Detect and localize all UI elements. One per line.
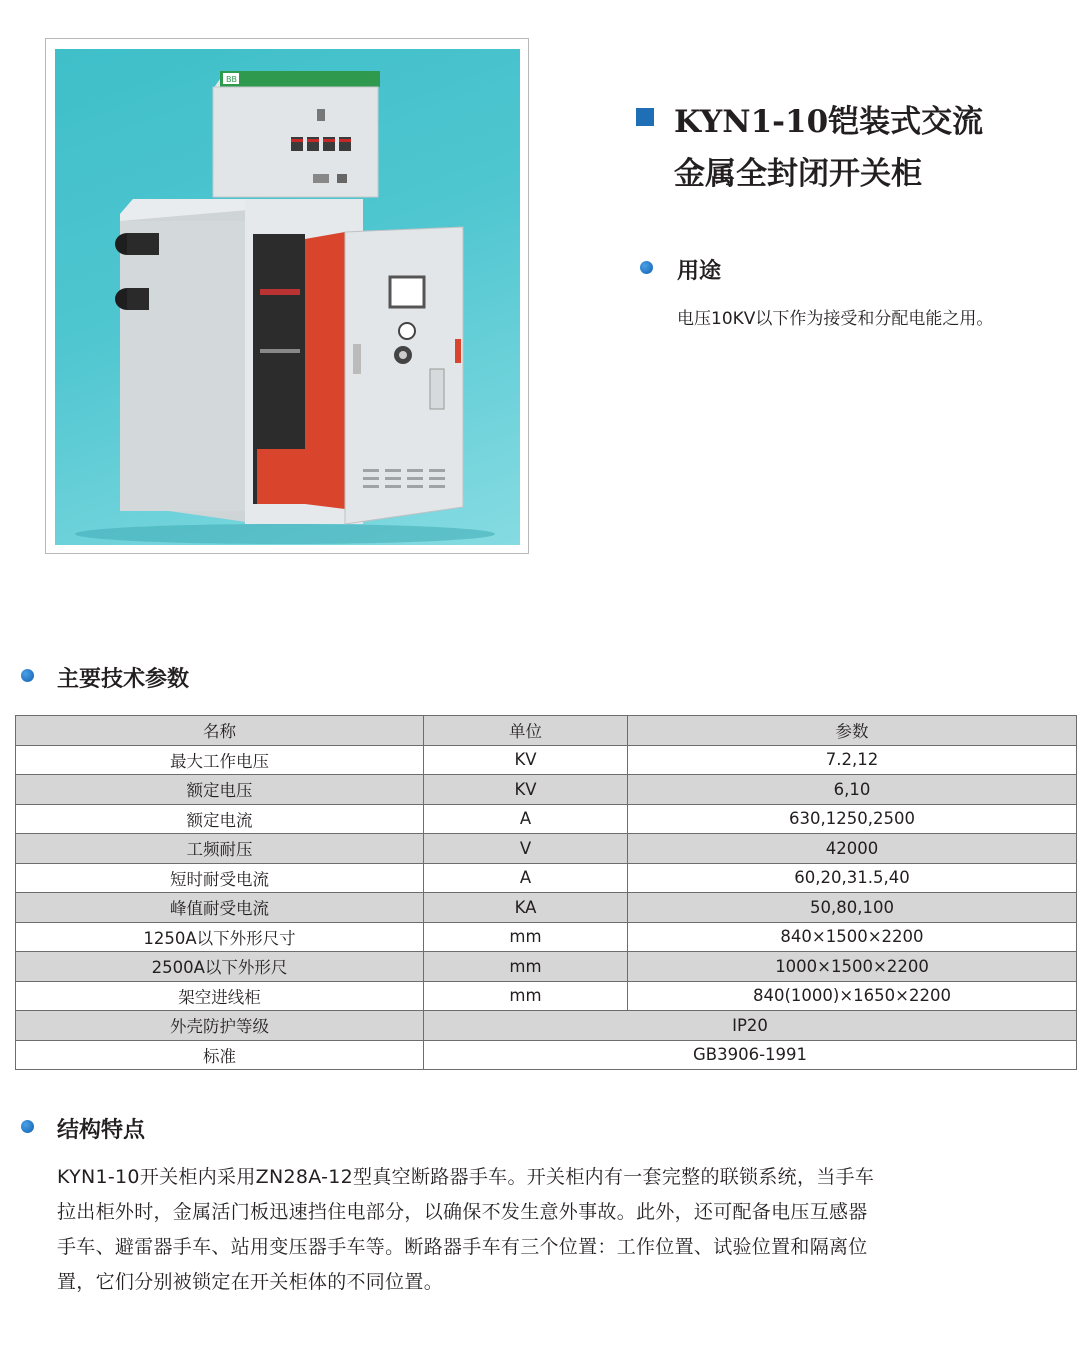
table-row: [16, 834, 1077, 864]
row-name: 外壳防护等级: [16, 1011, 424, 1041]
row-value: 6,10: [628, 775, 1077, 805]
row-value: 50,80,100: [628, 893, 1077, 923]
usage-text: 电压10KV以下作为接受和分配电能之用。: [677, 309, 994, 329]
row-value: 7.2,12: [628, 745, 1077, 775]
row-value: 630,1250,2500: [628, 804, 1077, 834]
row-unit: KV: [424, 745, 628, 775]
structure-heading: 结构特点: [57, 1118, 146, 1143]
row-unit: mm: [424, 952, 628, 982]
row-value: 840(1000)×1650×2200: [628, 981, 1077, 1011]
title-line-2: 金属全封闭开关柜: [674, 156, 922, 192]
row-unit: V: [424, 834, 628, 864]
row-name: 额定电流: [16, 804, 424, 834]
header-unit: 单位: [424, 716, 628, 746]
row-name: 2500A以下外形尺: [16, 952, 424, 982]
table-row: [16, 922, 1077, 952]
title-square-icon: [636, 108, 654, 126]
row-value: 1000×1500×2200: [628, 952, 1077, 982]
row-name: 架空进线柜: [16, 981, 424, 1011]
row-name: 1250A以下外形尺寸: [16, 922, 424, 952]
usage-heading: 用途: [677, 259, 722, 284]
row-value: 840×1500×2200: [628, 922, 1077, 952]
brand-badge: BB: [226, 75, 237, 84]
row-value: GB3906-1991: [424, 1040, 1077, 1070]
structure-bullet-icon: [21, 1120, 34, 1133]
row-name: 工频耐压: [16, 834, 424, 864]
accent-bar: [220, 71, 380, 87]
row-value: 60,20,31.5,40: [628, 863, 1077, 893]
table-row: [16, 952, 1077, 982]
header-value: 参数: [628, 716, 1077, 746]
table-row: [16, 863, 1077, 893]
row-name: 峰值耐受电流: [16, 893, 424, 923]
table-header-row: [16, 716, 1077, 746]
row-unit: mm: [424, 981, 628, 1011]
structure-line: KYN1-10开关柜内采用ZN28A-12型真空断路器手车。开关柜内有一套完整的联锁系统，当手车: [57, 1166, 875, 1188]
structure-line: 手车、避雷器手车、站用变压器手车等。断路器手车有三个位置：工作位置、试验位置和隔离位: [57, 1236, 868, 1258]
row-name: 短时耐受电流: [16, 863, 424, 893]
table-row: [16, 1040, 1077, 1070]
row-unit: KA: [424, 893, 628, 923]
red-shutter: [305, 232, 345, 509]
row-name: 标准: [16, 1040, 424, 1070]
title-line-1: KYN1-10铠装式交流: [674, 104, 984, 140]
product-photo: [55, 49, 520, 545]
row-unit: mm: [424, 922, 628, 952]
row-unit: A: [424, 863, 628, 893]
table-row: [16, 775, 1077, 805]
row-unit: A: [424, 804, 628, 834]
structure-line: 拉出柜外时，金属活门板迅速挡住电部分，以确保不发生意外事故。此外，还可配备电压互感器: [57, 1201, 868, 1223]
row-value: IP20: [424, 1011, 1077, 1041]
structure-line: 置，它们分别被锁定在开关柜体的不同位置。: [57, 1271, 444, 1293]
row-value: 42000: [628, 834, 1077, 864]
params-heading: 主要技术参数: [57, 667, 190, 692]
row-name: 最大工作电压: [16, 745, 424, 775]
structure-text: [57, 1160, 957, 1300]
row-unit: KV: [424, 775, 628, 805]
product-photo-frame: [45, 38, 529, 554]
usage-bullet-icon: [640, 261, 653, 274]
table-row: [16, 981, 1077, 1011]
row-name: 额定电压: [16, 775, 424, 805]
table-row: [16, 745, 1077, 775]
table-row: [16, 804, 1077, 834]
header-name: 名称: [16, 716, 424, 746]
switchgear-illustration: [55, 49, 520, 545]
params-table: [15, 715, 1077, 1070]
params-bullet-icon: [21, 669, 34, 682]
table-row: [16, 893, 1077, 923]
table-row: [16, 1011, 1077, 1041]
